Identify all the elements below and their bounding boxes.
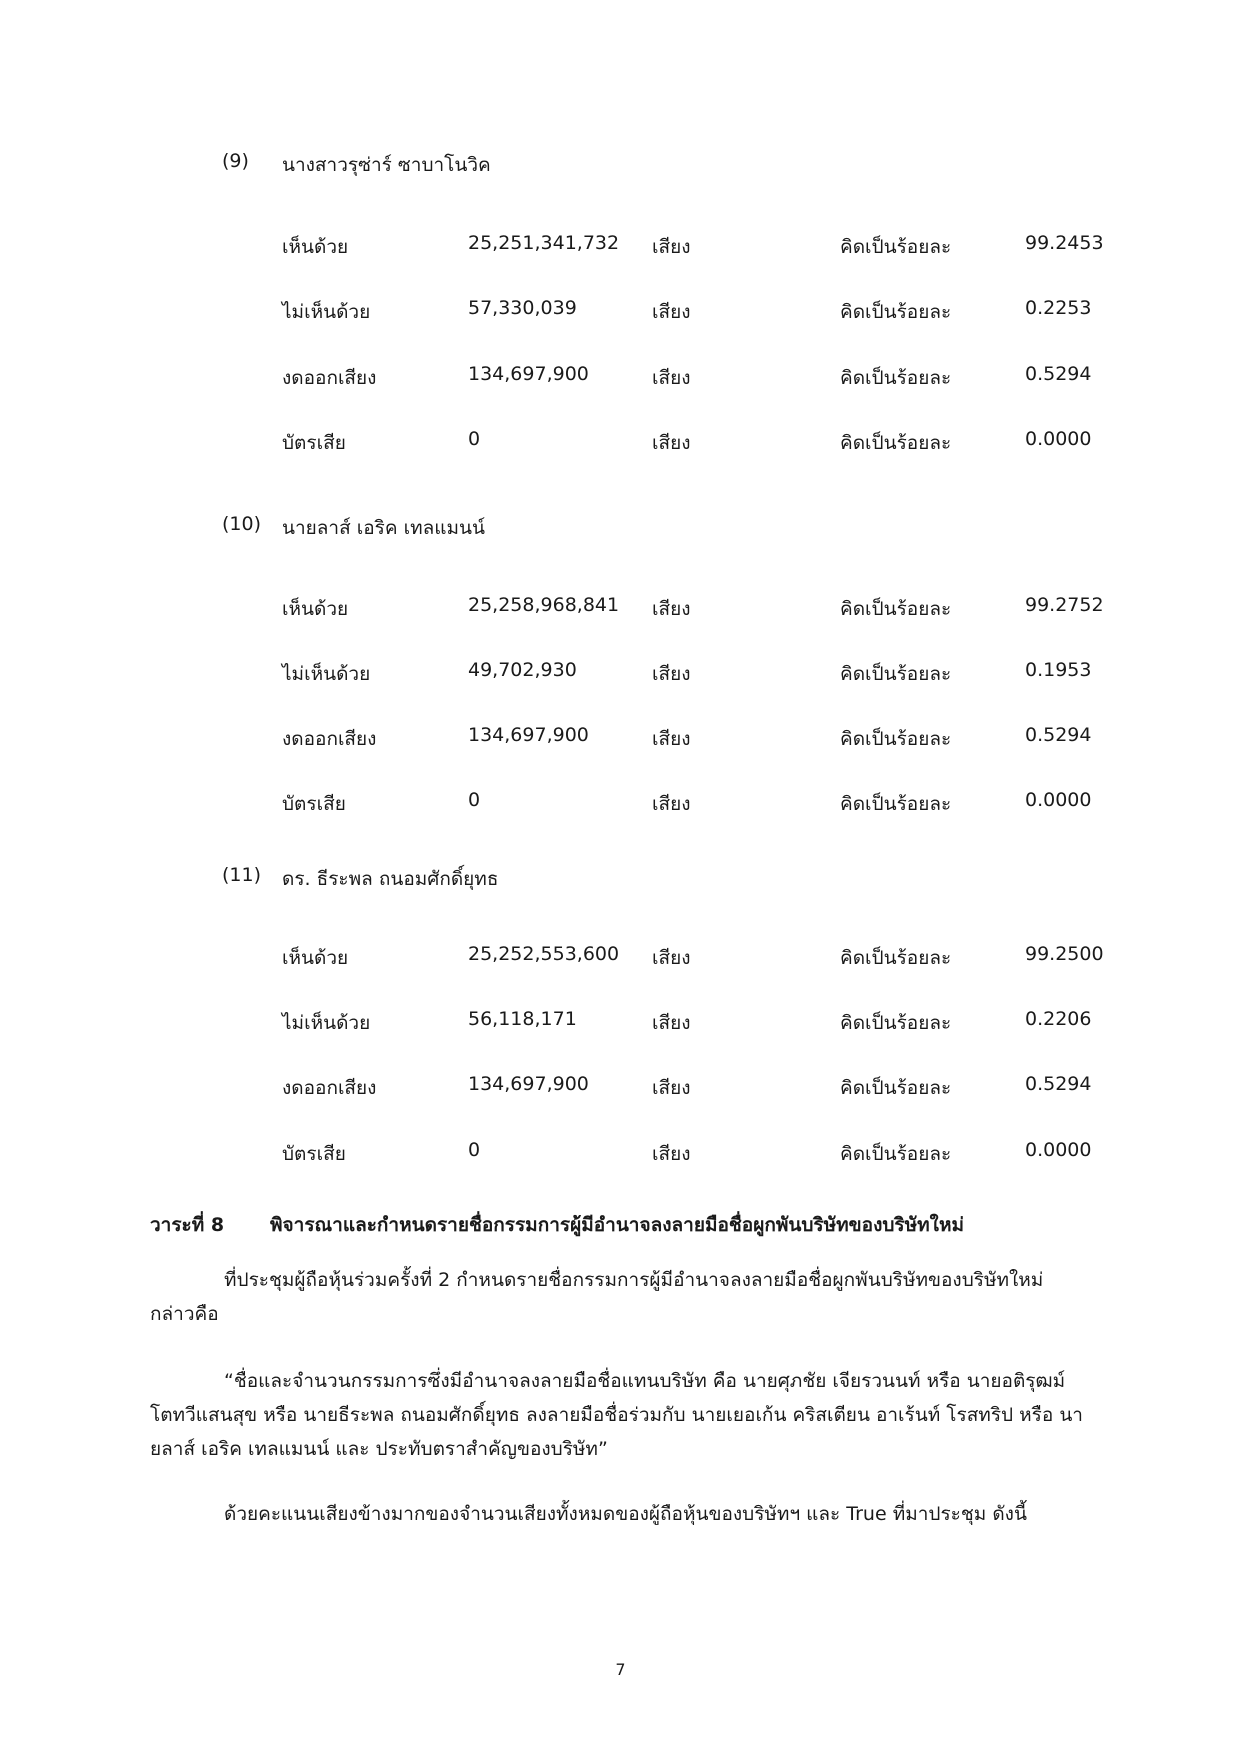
percent-label: คิดเป็นร้อยละ (840, 947, 952, 969)
vote-unit: เสียง (652, 947, 691, 969)
vote-count: 134,697,900 (468, 363, 589, 385)
vote-unit: เสียง (652, 367, 691, 389)
vote-label: ไม่เห็นด้วย (282, 1012, 371, 1034)
section-number: (11) (222, 864, 262, 886)
vote-count: 25,252,553,600 (468, 943, 620, 965)
vote-label: ไม่เห็นด้วย (282, 663, 371, 685)
percent-value: 0.0000 (1025, 789, 1092, 811)
percent-label: คิดเป็นร้อยละ (840, 1077, 952, 1099)
percent-value: 0.1953 (1025, 659, 1092, 681)
vote-label: เห็นด้วย (282, 236, 349, 258)
vote-count: 134,697,900 (468, 724, 589, 746)
paragraph-quote: “ชื่อและจำนวนกรรมการซึ่งมีอำนาจลงลายมือชื่อแทนบริษัท คือ นายศุภชัย เจียรวนนท์ หรือ นายอติรุฒม์ โตทวีแสนสุข หรือ นายธีระพล ถนอมศักดิ์ยุทธ ลงลายมือชื่อร่วมกับ นายเยอเก้น คริสเตียน อาเร้นท์ โรสทริป หรือ นายลาส์ เอริค เทลแมนน์ และ ประทับตราสำคัญของบริษัท” (150, 1370, 1083, 1460)
percent-label: คิดเป็นร้อยละ (840, 663, 952, 685)
vote-label: เห็นด้วย (282, 947, 349, 969)
vote-count: 25,251,341,732 (468, 232, 620, 254)
section-number: (9) (222, 150, 249, 172)
vote-count: 57,330,039 (468, 297, 577, 319)
vote-label: บัตรเสีย (282, 793, 346, 815)
percent-value: 0.5294 (1025, 363, 1092, 385)
vote-count: 25,258,968,841 (468, 594, 620, 616)
nominee-name: นางสาวรุซ่าร์ ซาบาโนวิค (282, 154, 491, 176)
percent-label: คิดเป็นร้อยละ (840, 728, 952, 750)
vote-unit: เสียง (652, 728, 691, 750)
percent-label: คิดเป็นร้อยละ (840, 301, 952, 323)
percent-value: 0.0000 (1025, 1139, 1092, 1161)
vote-label: งดออกเสียง (282, 367, 377, 389)
agenda-title: พิจารณาและกำหนดรายชื่อกรรมการผู้มีอำนาจลงลายมือชื่อผูกพันบริษัทของบริษัทใหม่ (270, 1214, 964, 1236)
vote-count: 56,118,171 (468, 1008, 577, 1030)
percent-label: คิดเป็นร้อยละ (840, 236, 952, 258)
vote-unit: เสียง (652, 1012, 691, 1034)
vote-unit: เสียง (652, 432, 691, 454)
percent-value: 0.5294 (1025, 724, 1092, 746)
percent-label: คิดเป็นร้อยละ (840, 1143, 952, 1165)
vote-label: ไม่เห็นด้วย (282, 301, 371, 323)
vote-count: 134,697,900 (468, 1073, 589, 1095)
page-number: 7 (615, 1660, 626, 1679)
vote-count: 49,702,930 (468, 659, 577, 681)
paragraph: ด้วยคะแนนเสียงข้างมากของจำนวนเสียงทั้งหมดของผู้ถือหุ้นของบริษัทฯ และ True ที่มาประชุม ดังนี้ (224, 1503, 1027, 1525)
vote-label: งดออกเสียง (282, 728, 377, 750)
percent-value: 99.2453 (1025, 232, 1104, 254)
percent-label: คิดเป็นร้อยละ (840, 367, 952, 389)
vote-label: เห็นด้วย (282, 598, 349, 620)
nominee-name: นายลาส์ เอริค เทลแมนน์ (282, 517, 486, 539)
section-number: (10) (222, 513, 262, 535)
vote-unit: เสียง (652, 301, 691, 323)
vote-unit: เสียง (652, 236, 691, 258)
agenda-number: วาระที่ 8 (150, 1214, 225, 1236)
vote-label: บัตรเสีย (282, 432, 346, 454)
percent-value: 0.2206 (1025, 1008, 1092, 1030)
percent-value: 0.5294 (1025, 1073, 1092, 1095)
percent-value: 99.2500 (1025, 943, 1104, 965)
percent-value: 0.0000 (1025, 428, 1092, 450)
vote-unit: เสียง (652, 1077, 691, 1099)
vote-count: 0 (468, 428, 481, 450)
percent-label: คิดเป็นร้อยละ (840, 432, 952, 454)
vote-unit: เสียง (652, 598, 691, 620)
percent-label: คิดเป็นร้อยละ (840, 793, 952, 815)
percent-label: คิดเป็นร้อยละ (840, 598, 952, 620)
percent-value: 0.2253 (1025, 297, 1092, 319)
paragraph: ที่ประชุมผู้ถือหุ้นร่วมครั้งที่ 2 กำหนดรายชื่อกรรมการผู้มีอำนาจลงลายมือชื่อผูกพันบริษัทของบริษัทใหม่ กล่าวคือ (150, 1269, 1044, 1325)
percent-value: 99.2752 (1025, 594, 1104, 616)
vote-count: 0 (468, 1139, 481, 1161)
percent-label: คิดเป็นร้อยละ (840, 1012, 952, 1034)
vote-label: บัตรเสีย (282, 1143, 346, 1165)
vote-label: งดออกเสียง (282, 1077, 377, 1099)
vote-count: 0 (468, 789, 481, 811)
vote-unit: เสียง (652, 1143, 691, 1165)
vote-unit: เสียง (652, 793, 691, 815)
vote-unit: เสียง (652, 663, 691, 685)
nominee-name: ดร. ธีระพล ถนอมศักดิ์ยุทธ (282, 868, 499, 890)
